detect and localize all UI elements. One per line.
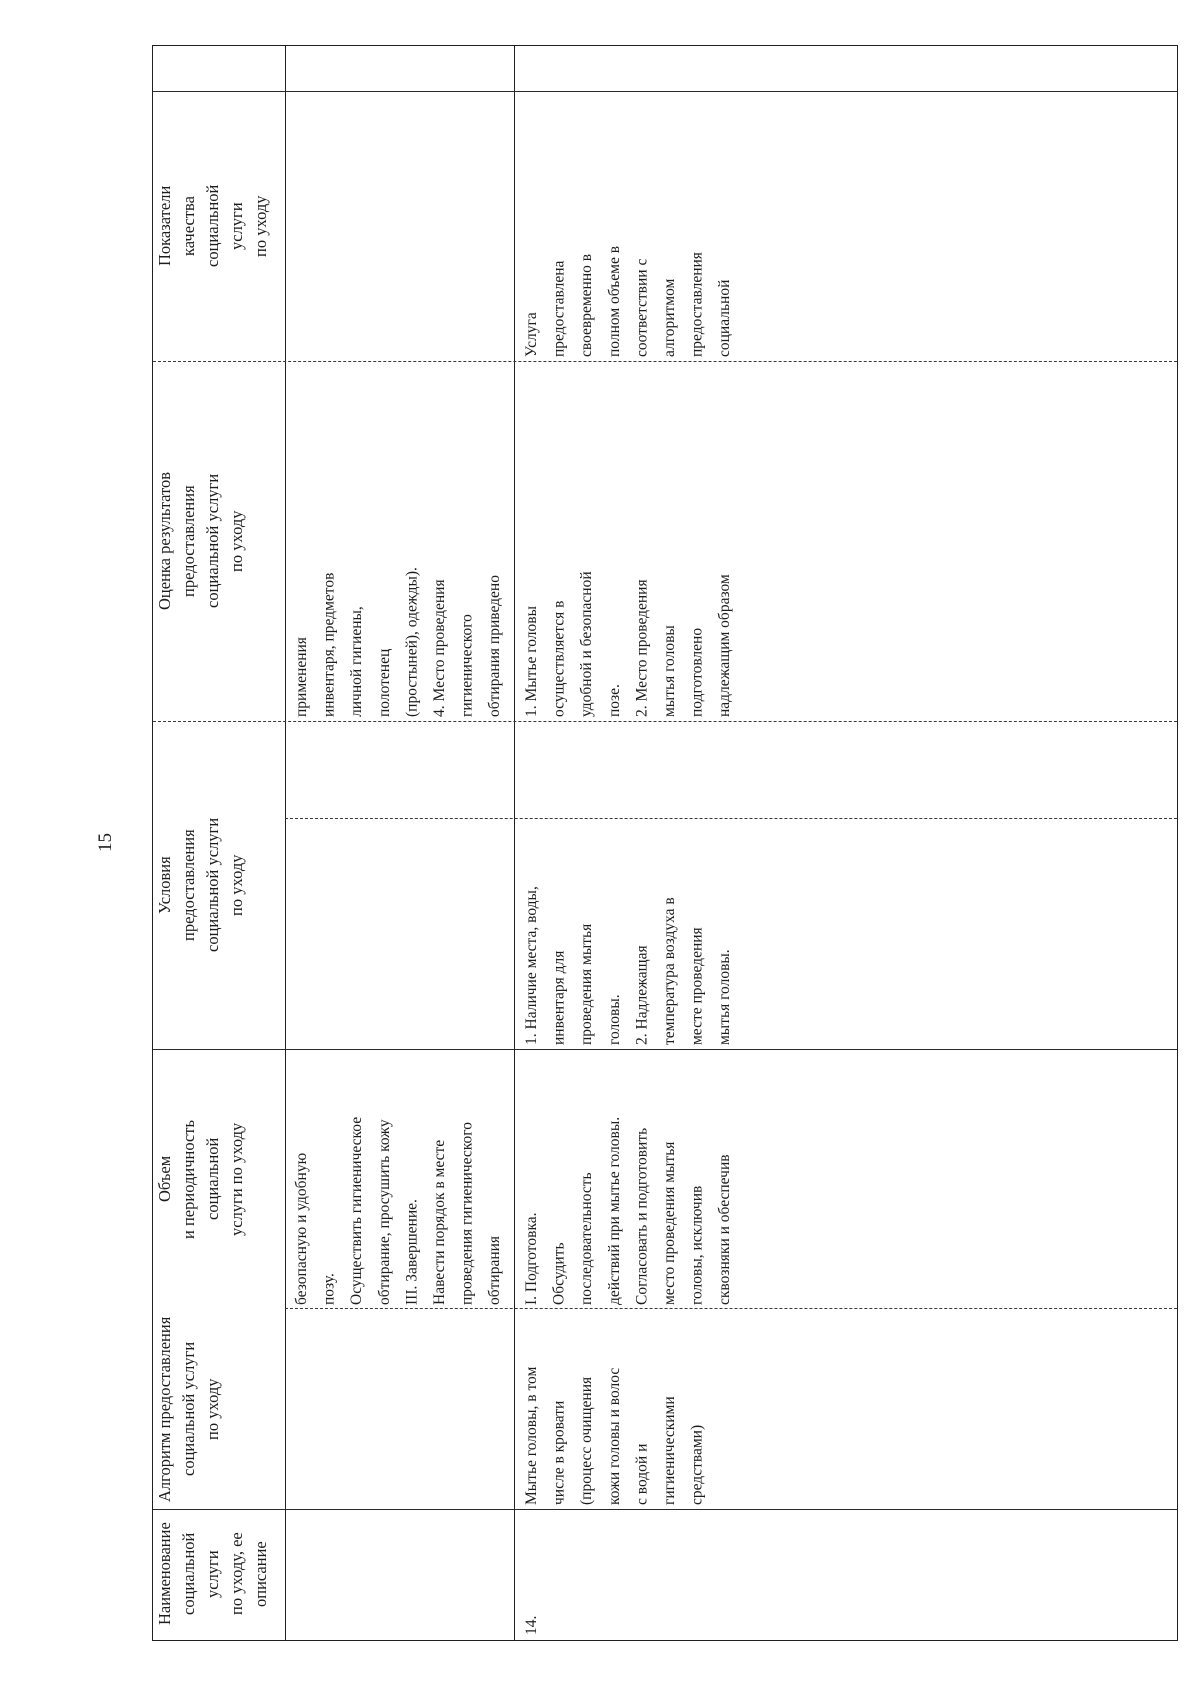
row-divider-header	[285, 46, 286, 1640]
row-14-quality: Услуга предоставлена своевременно в полном объеме в соответствии с алгоритмом предоставления социальной	[523, 245, 734, 357]
header-volume: Объем и периодичность социальной услуги по уходу	[155, 1119, 246, 1239]
header-algorithm: Алгоритм предоставления социальной услуги по уходу	[155, 1316, 222, 1502]
social-services-table	[152, 45, 1178, 1641]
header-conditions: Условия предоставления социальной услуги по уходу	[155, 817, 246, 953]
row-14-number: 14.	[523, 1615, 540, 1635]
row-1-algorithm: безопасную и удобную позу. Осуществить гигиеническое обтирание, просушить кожу III. Завершение. Навести порядок в месте проведения гигиенического обтирания	[293, 1116, 504, 1305]
header-evaluation: Оценка результатов предоставления социальной услуги по уходу	[155, 471, 246, 611]
row-1-evaluation: применения инвентаря, предметов личной гигиены, полотенец (простыней), одежды). 4. Место проведения гигиенического обтирания приведено	[293, 567, 504, 717]
header-name: Наименование социальной услуги по уходу, ее описание	[155, 1522, 270, 1626]
row-14-algorithm: I. Подготовка. Обсудить последовательность действий при мытье головы. Согласовать и подготовить место проведения мытья головы, исключив сквозняки и обеспечив	[523, 1116, 734, 1305]
row-14-name: Мытье головы, в том числе в кровати (процесс очищения кожи головы и волос с водой и гигиеническими средствами)	[523, 1366, 706, 1505]
row-14-conditions: 1. Наличие места, воды, инвентаря для проведения мытья головы. 2. Надлежащая температура воздуха в месте проведения мытья головы.	[523, 886, 734, 1045]
row-1-conditions	[288, 721, 510, 1049]
header-quality: Показатели качества социальной услуги по уходу	[155, 184, 270, 268]
page-number: 15	[95, 833, 116, 853]
row-divider-1	[514, 46, 515, 1640]
row-1-quality	[288, 91, 510, 361]
row-14-evaluation: 1. Мытье головы осуществляется в удобной и безопасной позе. 2. Место проведения мытья головы подготовлено надлежащим образом	[523, 571, 734, 717]
